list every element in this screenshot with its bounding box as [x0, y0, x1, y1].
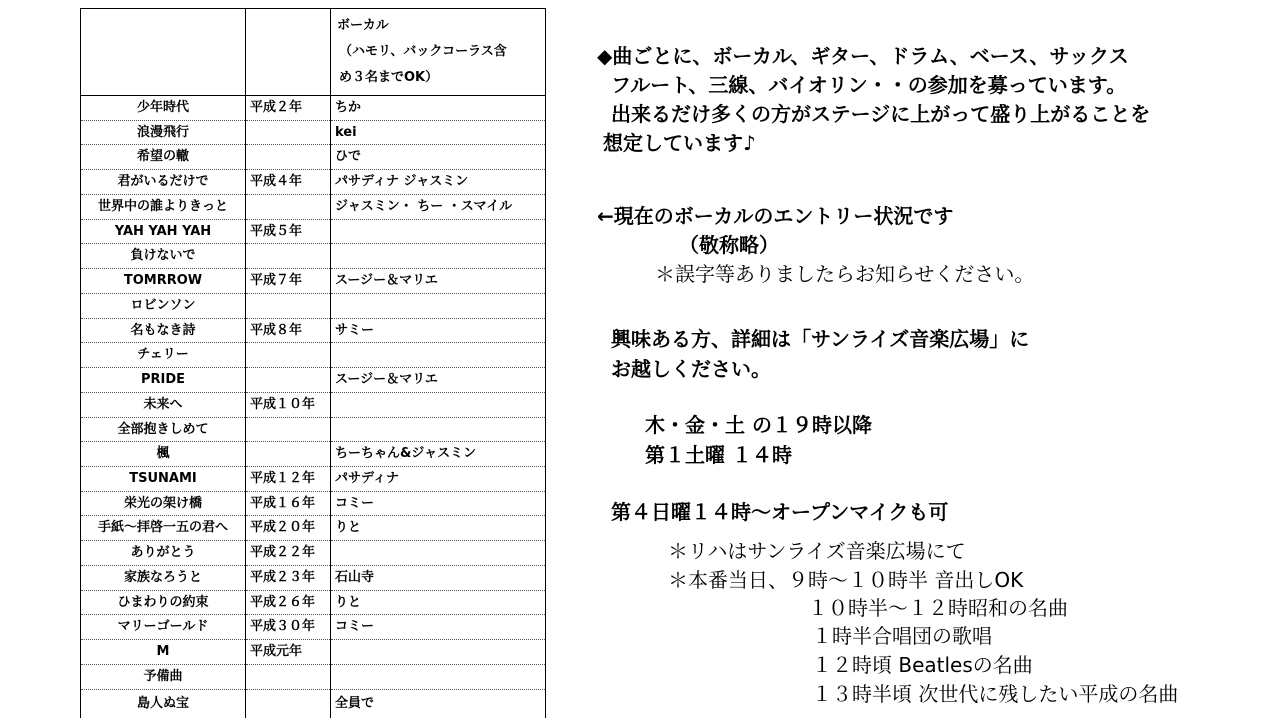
song-cell: ロビンソン: [81, 293, 246, 318]
time-line-2: 第１土曜 １４時: [645, 443, 792, 467]
song-cell: 手紙～拝啓一五の君へ: [81, 516, 246, 541]
status-line-2: （敬称略）: [679, 233, 779, 257]
year-cell: 平成１６年: [246, 491, 331, 516]
song-cell: 負けないで: [81, 244, 246, 269]
header-vocal-line: ボーカル: [337, 18, 389, 33]
song-cell: 世界中の誰よりきっと: [81, 194, 246, 219]
song-cell: YAH YAH YAH: [81, 219, 246, 244]
song-cell: 君がいるだけで: [81, 170, 246, 195]
year-cell: 平成元年: [246, 640, 331, 665]
vocal-cell: りと: [331, 516, 546, 541]
song-cell: 楓: [81, 442, 246, 467]
year-cell: 平成２３年: [246, 565, 331, 590]
visit-line-1: 興味ある方、詳細は「サンライズ音楽広場」に: [611, 327, 1030, 351]
intro-line-1: ◆曲ごとに、ボーカル、ギター、ドラム、ベース、サックス: [597, 44, 1129, 68]
header-vocal-line: （ハモリ、バックコーラス含: [339, 44, 507, 59]
year-cell: 平成８年: [246, 318, 331, 343]
time-line-1: 木・金・土 の１９時以降: [645, 413, 872, 437]
vocal-cell: ちか: [331, 96, 546, 121]
song-cell: チェリー: [81, 343, 246, 368]
vocal-cell: 石山寺: [331, 565, 546, 590]
song-cell: 栄光の架け橋: [81, 491, 246, 516]
visit-line-2: お越しください。: [611, 357, 771, 381]
vocal-cell: スージー＆マリエ: [331, 269, 546, 294]
day-line-3: １時半合唱団の歌唱: [812, 624, 992, 648]
year-cell: 平成２０年: [246, 516, 331, 541]
day-line-2: １０時半～１２時昭和の名曲: [808, 596, 1068, 620]
year-cell: 平成３０年: [246, 615, 331, 640]
vocal-cell: サミー: [331, 318, 546, 343]
vocal-cell: ひで: [331, 145, 546, 170]
open-mic-line: 第４日曜１４時～オープンマイクも可: [611, 500, 949, 524]
year-cell: 平成４年: [246, 170, 331, 195]
status-line-1: ←現在のボーカルのエントリー状況です: [597, 204, 954, 228]
rehearsal-line: ＊リハはサンライズ音楽広場にて: [668, 539, 966, 563]
vocal-cell: コミー: [331, 615, 546, 640]
song-cell: 少年時代: [81, 96, 246, 121]
song-cell: 島人ぬ宝: [81, 689, 246, 718]
vocal-cell: パサディナ ジャスミン: [331, 170, 546, 195]
vocal-cell: kei: [331, 120, 546, 145]
year-cell: 平成２２年: [246, 541, 331, 566]
vocal-cell: 全員で: [331, 689, 546, 718]
song-cell: ありがとう: [81, 541, 246, 566]
song-cell: 全部抱きしめて: [81, 417, 246, 442]
vocal-cell: ちーちゃん&ジャスミン: [331, 442, 546, 467]
song-cell: M: [81, 640, 246, 665]
song-cell: ひまわりの約束: [81, 590, 246, 615]
year-cell: 平成１２年: [246, 467, 331, 492]
year-cell: 平成１０年: [246, 392, 331, 417]
intro-line-3: 出来るだけ多くの方がステージに上がって盛り上がることを: [611, 102, 1151, 126]
song-cell: マリーゴールド: [81, 615, 246, 640]
song-cell: 予備曲: [81, 664, 246, 689]
vocal-cell: スージー＆マリエ: [331, 368, 546, 393]
vocal-cell: パサディナ: [331, 467, 546, 492]
vocal-cell: ジャスミン・ ちー ・スマイル: [331, 194, 546, 219]
year-cell: 平成２６年: [246, 590, 331, 615]
intro-line-4: 想定しています♪: [603, 131, 756, 155]
song-cell: PRIDE: [81, 368, 246, 393]
song-cell: 未来へ: [81, 392, 246, 417]
status-line-3: ＊誤字等ありましたらお知らせください。: [655, 262, 1035, 286]
year-cell: 平成２年: [246, 96, 331, 121]
day-line-4: １２時頃 Beatlesの名曲: [812, 653, 1033, 677]
song-cell: 希望の轍: [81, 145, 246, 170]
song-cell: 家族なろうと: [81, 565, 246, 590]
song-cell: TOMRROW: [81, 269, 246, 294]
song-cell: TSUNAMI: [81, 467, 246, 492]
header-vocal-line: め３名までOK）: [339, 70, 439, 85]
song-cell: 浪漫飛行: [81, 120, 246, 145]
vocal-cell: コミー: [331, 491, 546, 516]
song-cell: 名もなき詩: [81, 318, 246, 343]
vocal-cell: りと: [331, 590, 546, 615]
day-line-5: １３時半頃 次世代に残したい平成の名曲: [812, 682, 1179, 706]
day-line-1: ＊本番当日、９時～１０時半 音出しOK: [668, 568, 1024, 592]
intro-line-2: フルート、三線、バイオリン・・の参加を募っています。: [611, 73, 1127, 97]
year-cell: 平成５年: [246, 219, 331, 244]
year-cell: 平成７年: [246, 269, 331, 294]
